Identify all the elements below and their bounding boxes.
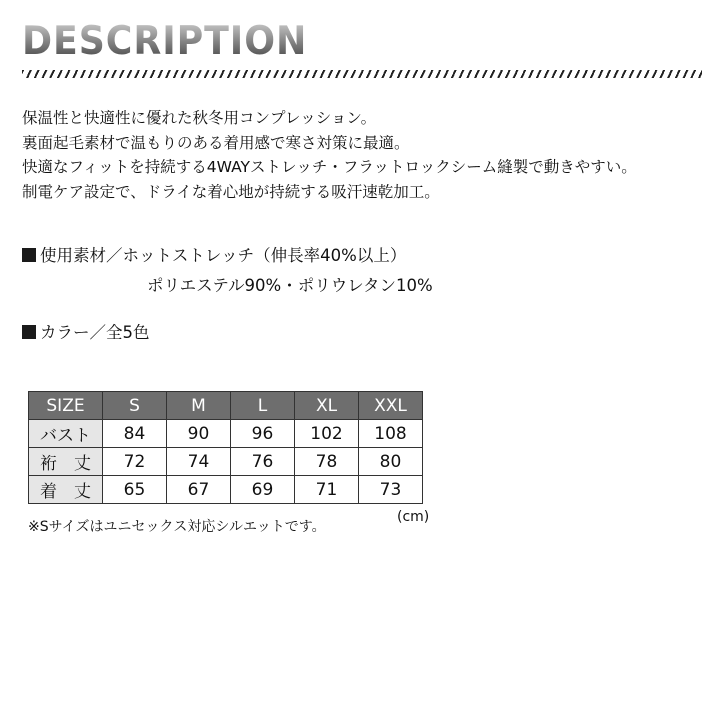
table-row (29, 420, 423, 448)
table-cell: 69 (231, 476, 295, 504)
table-cell: 80 (359, 448, 423, 476)
table-cell: 73 (359, 476, 423, 504)
heading-hatch-divider (22, 70, 702, 78)
description-line: 保温性と快適性に優れた秋冬用コンプレッション。 (22, 109, 377, 127)
description-text (22, 106, 712, 204)
table-cell: 102 (295, 420, 359, 448)
size-header-cell: SIZE (29, 392, 103, 420)
table-cell: 84 (103, 420, 167, 448)
size-header-cell: XXL (359, 392, 423, 420)
table-cell: 72 (103, 448, 167, 476)
material-label: 使用素材／ホットストレッチ（伸長率40%以上） (40, 246, 407, 265)
bullet-square-icon (22, 248, 36, 262)
table-cell: 74 (167, 448, 231, 476)
table-cell: 65 (103, 476, 167, 504)
table-cell: 71 (295, 476, 359, 504)
color-spec (22, 319, 150, 343)
bullet-square-icon (22, 325, 36, 339)
row-label-sleeve: 裄 丈 (29, 448, 103, 476)
table-row (29, 476, 423, 504)
size-note: ※Sサイズはユニセックス対応シルエットです。 (28, 519, 326, 535)
size-table (28, 391, 423, 504)
row-label-length: 着 丈 (29, 476, 103, 504)
color-label: カラー／全5色 (40, 323, 150, 342)
description-line: 快適なフィットを持続する4WAYストレッチ・フラットロックシーム縫製で動きやすい。 (22, 158, 637, 176)
table-cell: 76 (231, 448, 295, 476)
size-header-cell: L (231, 392, 295, 420)
table-cell: 78 (295, 448, 359, 476)
table-row (29, 448, 423, 476)
size-table-header-row (29, 392, 423, 420)
material-composition: ポリエステル90%・ポリウレタン10% (147, 276, 433, 295)
table-cell: 96 (231, 420, 295, 448)
page-heading: DESCRIPTION (22, 19, 308, 64)
table-cell: 90 (167, 420, 231, 448)
material-spec (22, 242, 406, 266)
description-line: 制電ケア設定で、ドライな着心地が持続する吸汗速乾加工。 (22, 182, 440, 201)
size-header-cell: XL (295, 392, 359, 420)
table-cell: 108 (359, 420, 423, 448)
size-header-cell: M (167, 392, 231, 420)
description-line: 裏面起毛素材で温もりのある着用感で寒さ対策に最適。 (22, 133, 410, 152)
size-header-cell: S (103, 392, 167, 420)
unit-label: (cm) (397, 509, 430, 525)
table-cell: 67 (167, 476, 231, 504)
row-label-bust: バスト (29, 420, 103, 448)
